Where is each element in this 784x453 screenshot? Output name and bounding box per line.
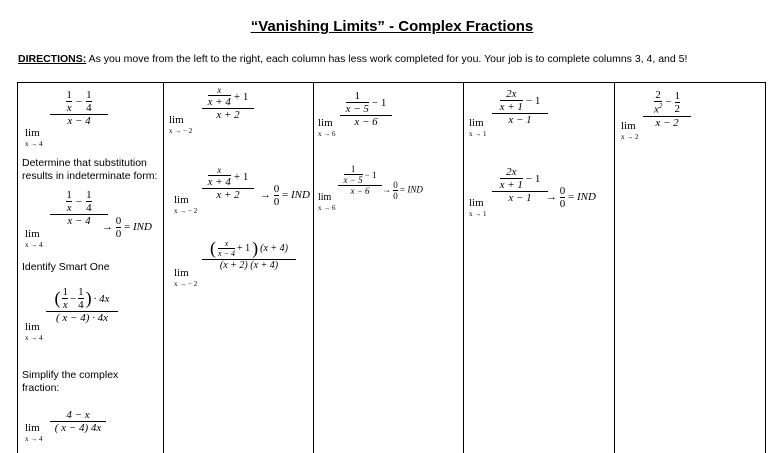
directions (18, 53, 687, 65)
column-2 (164, 83, 314, 453)
limit-expression: lim x → 6 (318, 192, 336, 212)
complex-fraction: x x + 4 + 1 x + 2 (202, 165, 254, 201)
worksheet-table (17, 82, 766, 453)
complex-fraction: 1 x − 5 − 1 x − 6 (340, 90, 392, 128)
limit-expression: lim x → 4 (25, 228, 43, 249)
smart-one-fraction: ( x x − 4 + 1 ) (x + 4) (x + 2) (x + 4) (202, 238, 296, 271)
column-3 (314, 83, 464, 453)
complex-fraction: x x + 4 + 1 x + 2 (202, 85, 254, 121)
indeterminate-result: → $\frac{0}{0}$ = IND (260, 183, 310, 208)
column-4 (464, 83, 615, 453)
step-smart-one: Identify Smart One (22, 261, 110, 273)
limit-expression: lim x → − 2 (169, 114, 193, 135)
page-title: “Vanishing Limits” - Complex Fractions (250, 18, 534, 35)
complex-fraction: 2 $x^2$ − $\frac{1}{2}$ x − 2 (643, 89, 691, 129)
limit-expression: lim x → 2 (621, 120, 639, 141)
complex-fraction: 2x x + 1 − 1 x − 1 (492, 88, 548, 126)
complex-fraction: 1 x − 5 − 1 x − 6 (338, 164, 382, 196)
indeterminate-result: → $\frac{0}{0}$ = IND (546, 185, 596, 210)
directions-label: DIRECTIONS: (18, 53, 87, 65)
limit-expression: lim x → 4 (25, 127, 43, 148)
smart-one-fraction: ( 1 x − $\frac{1}{4}$ ) · 4x ( x − 4) · 4x (46, 286, 118, 324)
column-5 (615, 83, 766, 453)
limit-expression: lim x → 4 (25, 321, 43, 342)
complex-fraction: 1 x − $\frac{1}{4}$ x − 4 (50, 89, 108, 127)
complex-fraction: 1 x − $\frac{1}{4}$ x − 4 (50, 189, 108, 227)
limit-expression: lim x → − 2 (174, 267, 198, 288)
indeterminate-result: → $\frac{0}{0}$ = IND (102, 215, 152, 240)
step-substitution: Determine that substitution results in indeterminate form: (22, 157, 158, 182)
step-simplify: Simplify the complex fraction: (22, 369, 119, 394)
limit-expression: lim x → 1 (469, 117, 487, 138)
directions-text: As you move from the left to the right, each column has less work completed for you. Your job is to complete columns 3, 4, and 5! (86, 53, 688, 65)
column-1 (18, 83, 164, 453)
indeterminate-result: → $\frac{0}{0}$ = IND (382, 180, 423, 201)
complex-fraction: 2x x + 1 − 1 x − 1 (492, 166, 548, 204)
limit-expression: lim x → 1 (469, 197, 487, 218)
limit-expression: lim x → − 2 (174, 194, 198, 215)
simplified-fraction: $\frac{4 - x}{( x - 4) 4x}$ (50, 409, 106, 434)
limit-expression: lim x → 6 (318, 117, 336, 138)
limit-expression: lim x → 4 (25, 422, 43, 443)
